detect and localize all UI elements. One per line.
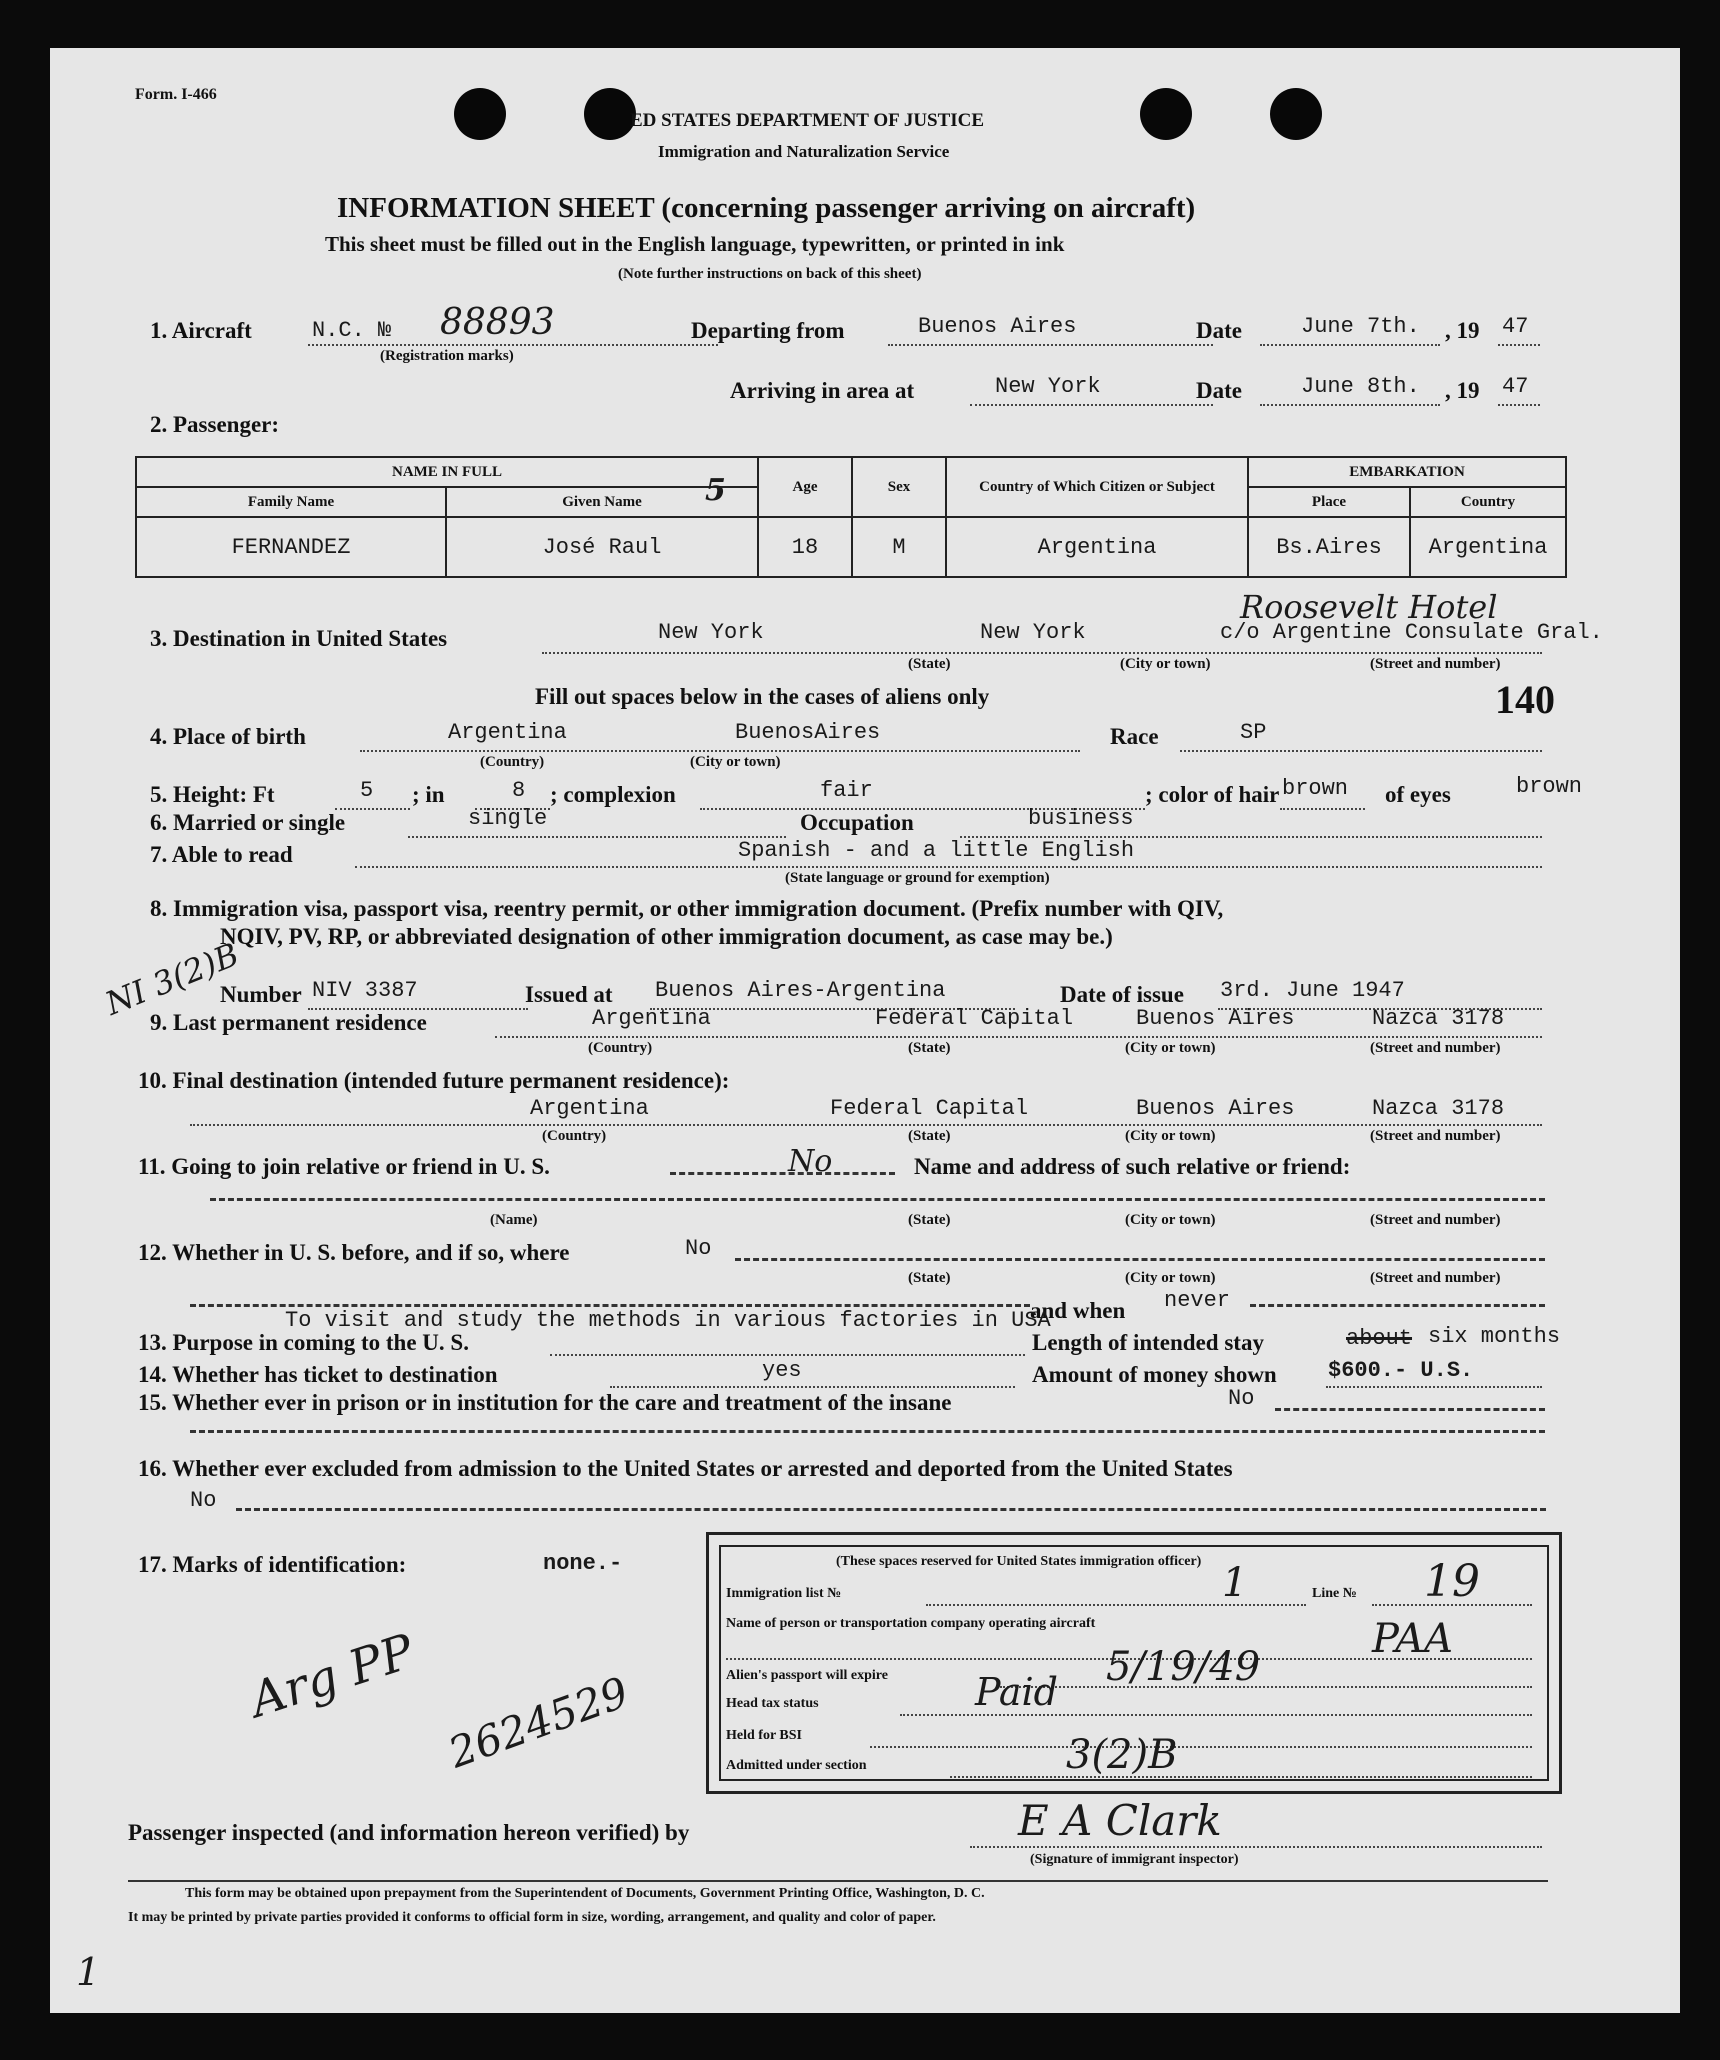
passport-label: Alien's passport will expire [726,1668,888,1683]
date-label-2: Date [1196,378,1242,403]
company-value: PAA [1372,1616,1454,1662]
residence-country: Argentina [592,1006,711,1031]
tax-label: Head tax status [726,1696,819,1711]
departing-year: 47 [1502,314,1529,339]
height-in-label: ; in [412,782,445,807]
item8-label-line2: NQIV, PV, RP, or abbreviated designation of other immigration document, as case may be.) [220,924,1113,949]
item17-label: 17. Marks of identification: [138,1552,407,1577]
year-prefix: , 19 [1445,318,1480,343]
arriving-date-line [1260,404,1440,406]
destination-cap-state: (State) [908,656,951,672]
header-age: Age [758,457,852,517]
cell-age: 18 [758,517,852,577]
join-cap-city: (City or town) [1125,1212,1216,1228]
corner-mark: 1 [76,1950,101,1994]
when-value: never [1164,1288,1231,1313]
aliens-heading: Fill out spaces below in the cases of aliens only [535,684,990,709]
list-value: 1 [1222,1560,1248,1606]
departing-value: Buenos Aires [918,314,1077,339]
item10-label: 10. Final destination (intended future permanent residence): [138,1068,730,1093]
punch-hole [1140,88,1192,140]
birth-line [360,750,1080,752]
join-name-label: Name and address of such relative or friend: [914,1154,1351,1179]
prison-dash [1275,1408,1545,1411]
section-label: Admitted under section [726,1758,867,1773]
section-line [950,1776,1532,1778]
department-heading: ED STATES DEPARTMENT OF JUSTICE [630,110,985,131]
inspected-label: Passenger inspected (and information hereon verified) by [128,1820,690,1845]
residence-cap-state: (State) [908,1040,951,1056]
header-place: Place [1248,487,1410,517]
prior-visit-dash [735,1258,1545,1261]
join-dash [670,1172,895,1175]
stay-label: Length of intended stay [1032,1330,1264,1355]
cell-country: Argentina [1410,517,1566,577]
item6-label: 6. Married or single [150,810,346,835]
departing-date-line [1260,344,1440,346]
final-line [190,1124,1542,1126]
prison-dash-2 [190,1430,1545,1433]
money-value: $600.- U.S. [1328,1358,1474,1383]
birth-cap-city: (City or town) [690,754,781,770]
destination-state: New York [658,620,764,645]
footer-rule [128,1880,1548,1882]
passenger-table [135,456,1567,578]
literacy-line [355,866,1542,868]
issue-date: 3rd. June 1947 [1220,978,1405,1003]
item3-label: 3. Destination in United States [150,626,448,651]
header-family-name: Family Name [136,487,446,517]
occupation-label: Occupation [800,810,914,835]
join-cap-state: (State) [908,1212,951,1228]
signature-line [970,1846,1542,1848]
item2-label: 2. Passenger: [150,412,280,437]
header-citizenship: Country of Which Citizen or Subject [946,457,1248,517]
aircraft-prefix: N.C. № [312,318,392,343]
visa-number: NIV 3387 [312,978,418,1003]
height-in: 8 [512,778,526,803]
cell-place: Bs.Aires [1248,517,1410,577]
birth-city: BuenosAires [735,720,881,745]
header-country: Country [1410,487,1566,517]
hand-left-2: 2624529 [442,1667,635,1778]
arriving-year: 47 [1502,374,1529,399]
final-cap-city: (City or town) [1125,1128,1216,1144]
prior-when-dash [190,1304,1030,1307]
stamp-number: 140 [1495,677,1555,722]
destination-cap-city: (City or town) [1120,656,1211,672]
header-embarkation: EMBARKATION [1248,457,1566,487]
excluded-value: No [190,1488,217,1513]
occupation-value: business [1028,806,1134,831]
purpose-line [550,1354,1025,1356]
final-country: Argentina [530,1096,649,1121]
cell-sex: M [852,517,946,577]
residence-cap-city: (City or town) [1125,1040,1216,1056]
eyes-value: brown [1516,774,1583,799]
literacy-caption: (State language or ground for exemption) [785,870,1050,886]
punch-hole [454,88,506,140]
signature-caption: (Signature of immigrant inspector) [1030,1852,1239,1867]
height-ft: 5 [360,778,374,803]
birth-country: Argentina [448,720,567,745]
inspector-signature: E A Clark [1018,1796,1222,1845]
company-label: Name of person or transportation company operating aircraft [726,1616,1096,1631]
item12-label: 12. Whether in U. S. before, and if so, where [138,1240,570,1265]
issued-at: Buenos Aires-Argentina [655,978,946,1003]
when-label: and when [1030,1298,1126,1323]
join-address-dash [210,1198,1545,1201]
form-sheet [50,48,1680,2013]
cell-family-name: FERNANDEZ [136,517,446,577]
tax-line [900,1714,1532,1716]
visa-hand-margin: NI 3(2)B [99,935,245,1023]
visa-number-label: Number [220,982,302,1007]
passport-value: 5/19/49 [1106,1644,1261,1690]
bsi-label: Held for BSI [726,1728,802,1743]
item11-label: 11. Going to join relative or friend in U. S. [138,1154,550,1179]
item13-label: 13. Purpose in coming to the U. S. [138,1330,469,1355]
punch-hole [584,88,636,140]
officer-box-title: (These spaces reserved for United States immigration officer) [836,1554,1202,1569]
section-value: 3(2)B [1066,1732,1178,1778]
form-title: INFORMATION SHEET (concerning passenger arriving on aircraft) [337,192,1196,224]
join-cap-street: (Street and number) [1370,1212,1501,1228]
money-label: Amount of money shown [1032,1362,1277,1387]
residence-state: Federal Capital [875,1006,1074,1031]
race-value: SP [1240,720,1267,745]
issue-date-label: Date of issue [1060,982,1184,1007]
header-name-in-full: NAME IN FULL [136,457,758,487]
ticket-value: yes [762,1358,802,1383]
list-line [926,1604,1306,1606]
race-label: Race [1110,724,1159,749]
year-prefix-2: , 19 [1445,378,1480,403]
arriving-line [970,404,1213,406]
stay-struck: about [1346,1326,1413,1351]
item16-label: 16. Whether ever excluded from admission to the United States or arrested and deported from the United States [138,1456,1233,1481]
marital-line [408,836,786,838]
cell-citizenship: Argentina [946,517,1248,577]
punch-hole [1270,88,1322,140]
item9-label: 9. Last permanent residence [150,1010,427,1035]
hair-line [1280,808,1365,810]
prior-cap-street: (Street and number) [1370,1270,1501,1286]
form-subtitle: This sheet must be filled out in the English language, typewritten, or printed in ink [325,232,1065,256]
departing-year-line [1498,344,1540,346]
item1-label: 1. Aircraft [150,318,252,343]
arriving-year-line [1498,404,1540,406]
item14-label: 14. Whether has ticket to destination [138,1362,498,1387]
literacy-value: Spanish - and a little English [738,838,1135,863]
footer-line2: It may be printed by private parties provided it conforms to official form in size, wording, arrangement, and quality and color of paper. [128,1910,936,1925]
prior-cap-city: (City or town) [1125,1270,1216,1286]
form-note: (Note further instructions on back of this sheet) [618,266,922,282]
footer-line1: This form may be obtained upon prepayment from the Superintendent of Documents, Government Printing Office, Washington, D. C. [185,1886,985,1901]
header-sex: Sex [852,457,946,517]
item5-label: 5. Height: Ft [150,782,275,807]
final-cap-state: (State) [908,1128,951,1144]
date-label: Date [1196,318,1242,343]
purpose-value: To visit and study the methods in various factories in USA [285,1308,1051,1333]
height-ft-line [335,808,410,810]
stay-value: six months [1428,1324,1561,1349]
prior-cap-state: (State) [908,1270,951,1286]
destination-street: c/o Argentine Consulate Gral. [1220,620,1603,645]
bsi-line [870,1746,1532,1748]
final-city: Buenos Aires [1136,1096,1295,1121]
excluded-dash [236,1508,1546,1511]
departing-date: June 7th. [1301,314,1420,339]
hand-left-1: Arg PP [243,1623,421,1729]
residence-city: Buenos Aires [1136,1006,1295,1031]
line-value: 19 [1424,1556,1480,1607]
residence-street: Nazca 3178 [1372,1006,1505,1031]
item7-label: 7. Able to read [150,842,293,867]
item15-label: 15. Whether ever in prison or in institution for the care and treatment of the insane [138,1390,952,1415]
eyes-label: of eyes [1385,782,1451,807]
money-line [1326,1386,1542,1388]
item8-label-line1: 8. Immigration visa, passport visa, reentry permit, or other immigration document. (Prefix number with QIV, [150,896,1224,921]
form-id: Form. I-466 [135,86,217,103]
departing-label: Departing from [691,318,845,343]
cell-given-name: José Raul [446,517,758,577]
final-cap-country: (Country) [542,1128,607,1144]
tax-value: Paid [975,1670,1058,1714]
final-cap-street: (Street and number) [1370,1128,1501,1144]
registration-caption: (Registration marks) [380,348,514,364]
arriving-value: New York [995,374,1101,399]
destination-hand-note: Roosevelt Hotel [1240,588,1498,626]
arriving-date: June 8th. [1301,374,1420,399]
final-state: Federal Capital [830,1096,1029,1121]
aircraft-line [308,344,718,346]
residence-cap-country: (Country) [588,1040,653,1056]
destination-cap-street: (Street and number) [1370,656,1501,672]
destination-city: New York [980,620,1086,645]
final-street: Nazca 3178 [1372,1096,1505,1121]
list-label: Immigration list № [726,1586,842,1601]
passport-line [1000,1686,1532,1688]
line-label: Line № [1312,1586,1357,1601]
join-cap-name: (Name) [490,1212,538,1228]
complexion-value: fair [820,778,873,803]
prison-value: No [1228,1386,1255,1411]
residence-line [495,1036,1542,1038]
issued-label: Issued at [525,982,613,1007]
join-hand-mark: No [788,1144,833,1179]
hair-label: ; color of hair [1145,782,1280,807]
aircraft-number: 88893 [440,302,555,343]
ticket-line [610,1386,1015,1388]
complexion-label: ; complexion [550,782,676,807]
item4-label: 4. Place of birth [150,724,306,749]
hair-value: brown [1282,776,1349,801]
marital-value: single [468,806,548,831]
birth-cap-country: (Country) [480,754,545,770]
arriving-label: Arriving in area at [730,378,915,403]
departing-line [888,344,1213,346]
service-heading: Immigration and Naturalization Service [658,142,950,161]
prior-visit-value: No [685,1236,712,1261]
residence-cap-street: (Street and number) [1370,1040,1501,1056]
marks-value: none.- [543,1551,623,1576]
given-name-mark: 5 [705,473,726,508]
race-line [1180,750,1542,752]
header-given-name: Given Name [446,487,758,517]
destination-line [542,652,1542,654]
when-dash [1250,1304,1545,1307]
